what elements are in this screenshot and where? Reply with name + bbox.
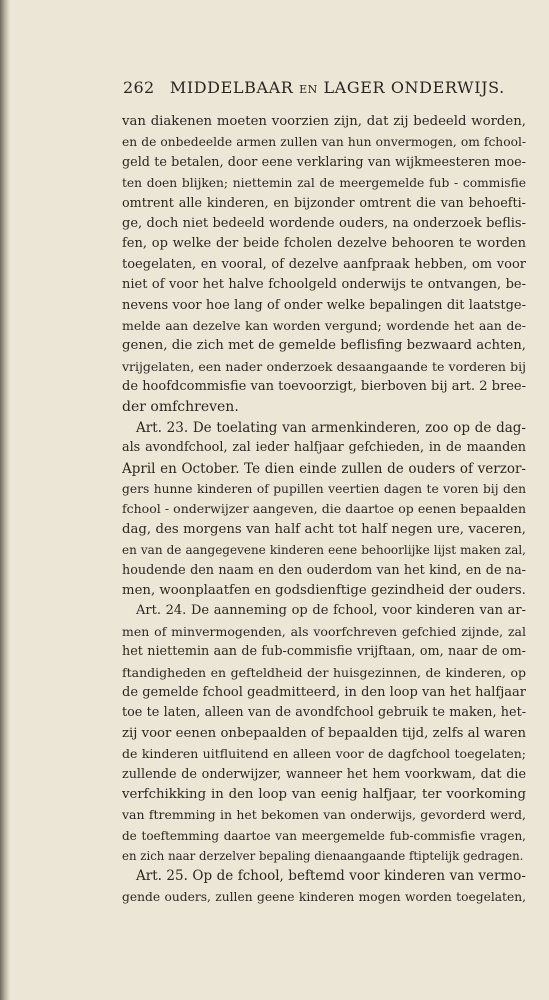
text-line: toe te laten, alleen van de avondfchool gebruik te maken, het- bbox=[122, 705, 526, 721]
text-line: genen, die zich met de gemelde beflisfing bezwaard achten, bbox=[122, 338, 526, 354]
text-line: ftandigheden en gefteldheid der huisgezinnen, de kinderen, op bbox=[122, 664, 526, 680]
running-title bbox=[170, 78, 505, 97]
text-line: de kinderen uitfluitend en alleen voor de dagfchool toegelaten; bbox=[122, 746, 526, 762]
text-line: gers hunne kinderen of pupillen veertien dagen te voren bij den bbox=[122, 482, 526, 497]
text-line: en de onbedeelde armen zullen van hun onvermogen, om fchool- bbox=[122, 135, 526, 150]
text-line: der omfchreven. bbox=[122, 399, 239, 416]
text-line: toegelaten, en vooral, of dezelve aanfpraak hebben, om voor bbox=[122, 256, 526, 272]
text-line: houdende den naam en den ouderdom van het kind, en de na- bbox=[122, 562, 526, 578]
text-line: ten doen blijken; niettemin zal de meergemelde fub - commisfie bbox=[122, 176, 526, 191]
text-line: melde aan dezelve kan worden vergund; wordende het aan de- bbox=[122, 317, 526, 333]
text-line: de gemelde fchool geadmitteerd, in den loop van het halfjaar bbox=[122, 684, 526, 700]
text-line: fchool - onderwijzer aangeven, die daartoe op eenen bepaalden bbox=[122, 501, 526, 517]
text-line: en zich naar derzelver bepaling dienaangaande ftiptelijk gedragen. bbox=[122, 849, 524, 864]
text-line: dag, des morgens van half acht tot half negen ure, vaceren, bbox=[122, 521, 526, 537]
text-line: men, woonplaatfen en godsdienftige gezindheid der ouders. bbox=[122, 582, 526, 598]
article-25-start: Art. 25. Op de fchool, beftemd voor kinderen van vermo- bbox=[136, 868, 526, 885]
article-23-start: Art. 23. De toelating van armenkinderen, zoo op de dag- bbox=[136, 419, 526, 436]
text-line: van ftremming in het bekomen van onderwijs, gevorderd werd, bbox=[122, 807, 526, 823]
body-text bbox=[122, 112, 526, 907]
text-line: van diakenen moeten voorzien zijn, dat zij bedeeld worden, bbox=[122, 114, 526, 129]
text-line: de hoofdcommisfie van toevoorzigt, bierboven bij art. 2 bree- bbox=[122, 379, 526, 395]
text-line: en van de aangegevene kinderen eene behoorlijke lijst maken zal, bbox=[122, 543, 526, 558]
text-line: gende ouders, zullen geene kinderen mogen worden toegelaten, bbox=[122, 889, 526, 904]
title-part-1: MIDDELBAAR bbox=[169, 78, 294, 97]
text-line: ge, doch niet bedeeld wordende ouders, na onderzoek beflis- bbox=[122, 215, 526, 231]
running-header bbox=[123, 78, 535, 102]
page-number: 262 bbox=[123, 78, 155, 97]
title-conjunction: EN bbox=[299, 83, 318, 96]
text-line: de toeftemming daartoe van meergemelde fub-commisfie vragen, bbox=[122, 828, 526, 843]
text-line: zij voor eenen onbepaalden of bepaalden tijd, zelfs al waren bbox=[122, 725, 526, 741]
title-part-2: LAGER ONDERWIJS. bbox=[323, 78, 505, 97]
text-line: omtrent alle kinderen, en bijzonder omtrent die van behoefti- bbox=[122, 195, 526, 211]
text-line: fen, op welke der beide fcholen dezelve behooren te worden bbox=[122, 236, 526, 252]
text-line: nevens voor hoe lang of onder welke bepalingen dit laatstge- bbox=[122, 297, 526, 313]
text-line: het niettemin aan de fub-commisfie vrijftaan, om, naar de om- bbox=[122, 644, 526, 660]
text-line: vrijgelaten, een nader onderzoek desaangaande te vorderen bij bbox=[122, 358, 526, 374]
article-24-start: Art. 24. De aanneming op de fchool, voor kinderen van ar- bbox=[136, 603, 526, 619]
text-line: verfchikking in den loop van eenig halfjaar, ter voorkoming bbox=[122, 786, 526, 802]
text-line: geld te betalen, door eene verklaring van wijkmeesteren moe- bbox=[122, 154, 526, 170]
text-line: April en October. Te dien einde zullen de ouders of verzor- bbox=[122, 460, 526, 477]
text-line: niet of voor het halve fchoolgeld onderwijs te ontvangen, be- bbox=[122, 277, 526, 293]
text-line: als avondfchool, zal ieder halfjaar gefchieden, in de maanden bbox=[122, 440, 526, 456]
text-line: zullende de onderwijzer, wanneer het hem voorkwam, dat die bbox=[122, 766, 526, 782]
text-line: men of minvermogenden, als voorfchreven gefchied zijnde, zal bbox=[122, 623, 526, 639]
